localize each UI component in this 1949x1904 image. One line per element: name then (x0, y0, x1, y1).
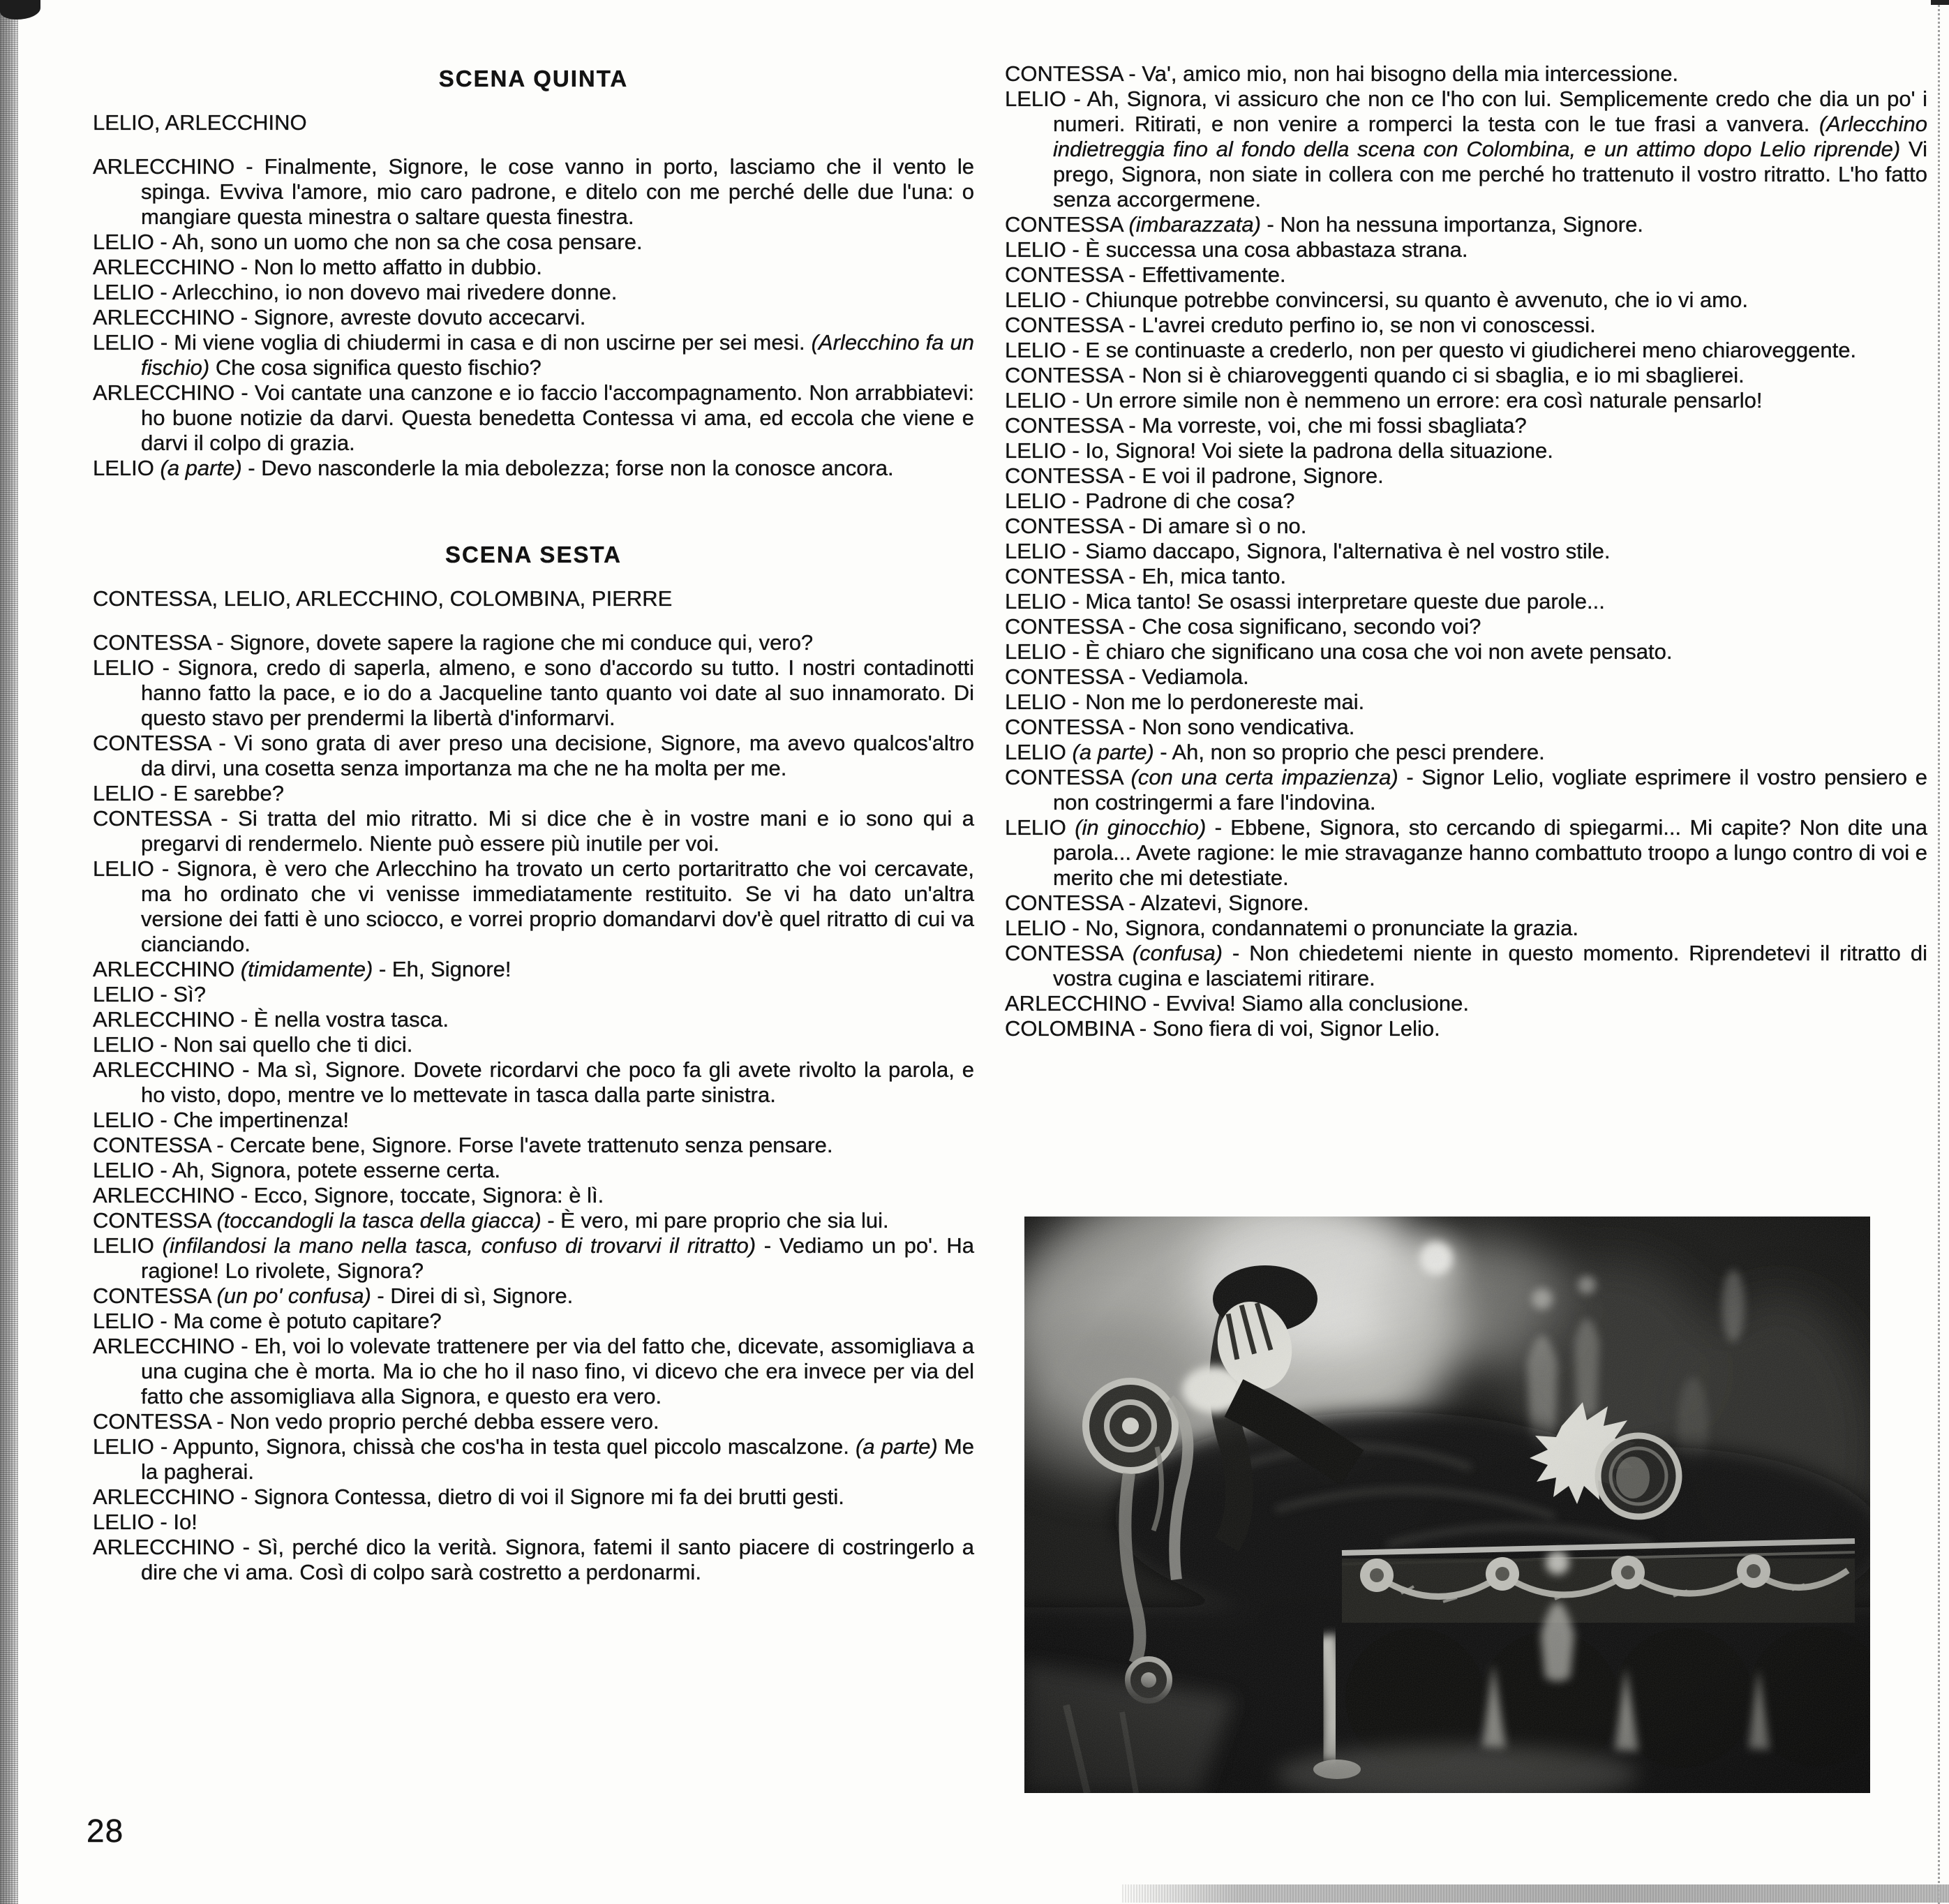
dialogue-line: ARLECCHINO (timidamente) - Eh, Signore! (93, 957, 511, 981)
dialogue-line: CONTESSA - L'avrei creduto perfino io, se non vi conoscessi. (1005, 313, 1596, 337)
scene-characters: LELIO, ARLECCHINO (93, 110, 307, 135)
dialogue-line: LELIO - Padrone di che cosa? (1005, 489, 1295, 513)
dialogue-line: LELIO - Mi viene voglia di chiudermi in casa e di non uscirne per sei mesi. (Arlecchino fa un fischio) Che cosa significa questo fischio? (93, 330, 974, 380)
left-column (93, 66, 974, 1585)
dialogue-line: LELIO - Siamo daccapo, Signora, l'alternativa è nel vostro stile. (1005, 539, 1611, 563)
scene-characters: CONTESSA, LELIO, ARLECCHINO, COLOMBINA, PIERRE (93, 586, 673, 611)
stage-photo (1024, 1217, 1870, 1793)
dialogue-line: ARLECCHINO - Evviva! Siamo alla conclusione. (1005, 991, 1470, 1016)
dialogue-line: LELIO - E se continuaste a crederlo, non per questo vi giudicherei meno chiaroveggente. (1005, 338, 1857, 362)
dialogue-line: LELIO - Io, Signora! Voi siete la padrona della situazione. (1005, 438, 1553, 463)
dialogue-line: LELIO (a parte) - Ah, non so proprio che pesci prendere. (1005, 740, 1545, 764)
dialogue-line: LELIO - Appunto, Signora, chissà che cos'ha in testa quel piccolo mascalzone. (a parte) Me la pagherai. (93, 1434, 974, 1484)
scan-gutter-shadow (0, 0, 18, 1904)
dialogue-line: CONTESSA - Eh, mica tanto. (1005, 564, 1287, 588)
dialogue-line: CONTESSA - Che cosa significano, secondo voi? (1005, 614, 1481, 639)
scene-title: SCENA SESTA (445, 542, 622, 567)
dialogue-line: ARLECCHINO - Signora Contessa, dietro di voi il Signore mi fa dei brutti gesti. (93, 1485, 844, 1509)
dialogue-line: LELIO - Io! (93, 1510, 197, 1534)
dialogue-line: LELIO - Un errore simile non è nemmeno un errore: era così naturale pensarlo! (1005, 388, 1763, 412)
dialogue-line: ARLECCHINO - Sì, perché dico la verità. Signora, fatemi il santo piacere di costringerlo a dire che vi ama. Così di colpo sarà costretto a perdonarmi. (93, 1535, 974, 1584)
dialogue-line: COLOMBINA - Sono fiera di voi, Signor Lelio. (1005, 1016, 1440, 1041)
dialogue-line: LELIO - È chiaro che significano una cosa che voi non avete pensato. (1005, 639, 1673, 664)
dialogue-line: LELIO - Chiunque potrebbe convincersi, su quanto è avvenuto, che io vi amo. (1005, 288, 1748, 312)
dialogue-line: LELIO - Sì? (93, 982, 206, 1006)
dialogue-line: CONTESSA - Vi sono grata di aver preso una decisione, Signore, ma avevo qualcos'altro da dirvi, una cosetta senza importanza ma che ne ha molta per me. (93, 731, 974, 780)
scene-dialogues (93, 154, 974, 481)
dialogue-line: LELIO - Non sai quello che ti dici. (93, 1032, 413, 1057)
dialogue-line: ARLECCHINO - Non lo metto affatto in dubbio. (93, 255, 542, 279)
dialogue-line: ARLECCHINO - Voi cantate una canzone e io faccio l'accompagnamento. Non arrabbiatevi: ho buone notizie da darvi. Questa benedetta Contessa vi ama, ed eccola che viene e darvi il colpo di grazia. (93, 380, 974, 455)
scene-dialogues (93, 630, 974, 1585)
dialogue-line: LELIO - Arlecchino, io non dovevo mai rivedere donne. (93, 280, 618, 304)
dialogue-line: LELIO - Ah, Signora, vi assicuro che non ce l'ho con lui. Semplicemente credo che dia un po' i numeri. Ritirati, e non venire a romperci la testa con le tue frasi a vanvera. (Arlecchino indietreggia fino al fondo della scena con Colombina, e un attimo dopo Lelio riprende) Vi prego, Signora, non siate in collera con me perché ho trattenuto il vostro ritratto. L'ho fatto senza accorgermene. (1005, 87, 1927, 211)
dialogue-line: CONTESSA (un po' confusa) - Direi di sì, Signore. (93, 1284, 574, 1308)
dialogue-line: CONTESSA - Non sono vendicativa. (1005, 715, 1355, 739)
dialogue-line: CONTESSA - Ma vorreste, voi, che mi fossi sbagliata? (1005, 413, 1527, 438)
dialogue-line: LELIO - Ah, Signora, potete esserne certa. (93, 1158, 501, 1182)
dialogue-line: LELIO - Signora, è vero che Arlecchino ha trovato un certo portaritratto che voi cercavate, ma ho ordinato che vi venisse immediatamente restituito. Se vi ha dato un'altra versione dei fatti è uno sciocco, e vorrei proprio domandarvi dov'è quel ritratto di cui va cianciando. (93, 856, 974, 956)
dialogue-line: ARLECCHINO - Ecco, Signore, toccate, Signora: è lì. (93, 1183, 604, 1207)
dialogue-line: LELIO - È successa una cosa abbastaza strana. (1005, 237, 1468, 262)
scene-title: SCENA QUINTA (438, 66, 629, 91)
dialogue-line: CONTESSA - Effettivamente. (1005, 262, 1286, 287)
scene (93, 66, 974, 481)
dialogue-line: CONTESSA - Si tratta del mio ritratto. Mi si dice che è in vostre mani e io sono qui a pregarvi di rendermelo. Niente può essere più inutile per voi. (93, 806, 974, 856)
page-number: 28 (87, 1813, 124, 1849)
dialogue-line: LELIO (a parte) - Devo nasconderle la mia debolezza; forse non la conosce ancora. (93, 456, 894, 480)
scan-corner-blot (0, 0, 40, 20)
dialogue-line: LELIO - E sarebbe? (93, 781, 284, 805)
dialogue-line: CONTESSA - Non si è chiaroveggenti quando ci si sbaglia, e io mi sbaglierei. (1005, 363, 1745, 387)
dialogue-line: CONTESSA - E voi il padrone, Signore. (1005, 463, 1384, 488)
dialogue-line: CONTESSA (confusa) - Non chiedetemi niente in questo momento. Riprendetevi il ritratto di vostra cugina e lasciatemi ritirare. (1005, 941, 1927, 990)
dialogue-line: LELIO - Mica tanto! Se osassi interpretare queste due parole... (1005, 589, 1605, 613)
dialogue-line: CONTESSA - Vediamola. (1005, 664, 1249, 689)
dialogue-line: ARLECCHINO - È nella vostra tasca. (93, 1007, 449, 1032)
scan-bottom-smudge (1122, 1884, 1949, 1903)
dialogue-line: ARLECCHINO - Eh, voi lo volevate trattenere per via del fatto che, dicevate, assomigliava a una cugina che è morta. Ma io che ho il naso fino, vi dicevo che era invece per via del fatto che assomigliava alla Signora, e questo era vero. (93, 1334, 974, 1408)
dialogue-line: ARLECCHINO - Finalmente, Signore, le cose vanno in porto, lasciamo che il vento le spinga. Evviva l'amore, mio caro padrone, e ditelo con me perché delle due l'una: o mangiare questa minestra o saltare questa finestra. (93, 154, 974, 229)
scene (93, 542, 974, 1585)
dialogue-line: LELIO (in ginocchio) - Ebbene, Signora, sto cercando di spiegarmi... Mi capite? Non dite una parola... Avete ragione: le mie stravaganze hanno combattuto troopo a lungo contro di voi e merito che mi detestiate. (1005, 815, 1928, 890)
dialogue-line: CONTESSA - Non vedo proprio perché debba essere vero. (93, 1409, 659, 1434)
dialogue-line: LELIO - Non me lo perdonereste mai. (1005, 690, 1365, 714)
dialogue-line: ARLECCHINO - Signore, avreste dovuto accecarvi. (93, 305, 586, 329)
dialogue-line: LELIO - Che impertinenza! (93, 1108, 350, 1132)
dialogue-line: CONTESSA (imbarazzata) - Non ha nessuna importanza, Signore. (1005, 212, 1643, 237)
dialogue-line: CONTESSA - Cercate bene, Signore. Forse l'avete trattenuto senza pensare. (93, 1133, 833, 1157)
dialogue-line: LELIO (infilandosi la mano nella tasca, confuso di trovarvi il ritratto) - Vediamo un po'. Ha ragione! Lo rivolete, Signora? (93, 1233, 975, 1283)
stage-photo-image (1024, 1217, 1870, 1793)
page-edge-dotted-line (1938, 0, 1940, 1904)
dialogue-line: LELIO - Ah, sono un uomo che non sa che cosa pensare. (93, 230, 643, 254)
dialogue-line: ARLECCHINO - Ma sì, Signore. Dovete ricordarvi che poco fa gli avete rivolto la parola, e ho visto, dopo, mentre ve lo mettevate in tasca dalla parte sinistra. (93, 1057, 974, 1107)
dialogue-line: CONTESSA (con una certa impazienza) - Signor Lelio, vogliate esprimere il vostro pensiero e non costringermi a fare l'indovina. (1005, 765, 1927, 815)
dialogue-line: CONTESSA - Signore, dovete sapere la ragione che mi conduce qui, vero? (93, 630, 814, 655)
dialogue-line: CONTESSA - Di amare sì o no. (1005, 514, 1307, 538)
dialogue-line: LELIO - Ma come è potuto capitare? (93, 1309, 442, 1333)
dialogue-line: CONTESSA - Va', amico mio, non hai bisogno della mia intercessione. (1005, 61, 1679, 86)
dialogue-line: LELIO - Signora, credo di saperla, almeno, e sono d'accordo su tutto. I nostri contadinotti hanno fatto la pace, e io do a Jacqueline tanto quanto voi date al suo innamorato. Di questo stavo per prendermi la libertà d'informarvi. (93, 655, 974, 730)
dialogue-line: LELIO - No, Signora, condannatemi o pronunciate la grazia. (1005, 916, 1578, 940)
dialogue-line: CONTESSA (toccandogli la tasca della giacca) - È vero, mi pare proprio che sia lui. (93, 1208, 889, 1233)
dialogue-line: CONTESSA - Alzatevi, Signore. (1005, 891, 1309, 915)
page-edge-cap (1931, 0, 1949, 5)
right-column (1005, 61, 1927, 1041)
